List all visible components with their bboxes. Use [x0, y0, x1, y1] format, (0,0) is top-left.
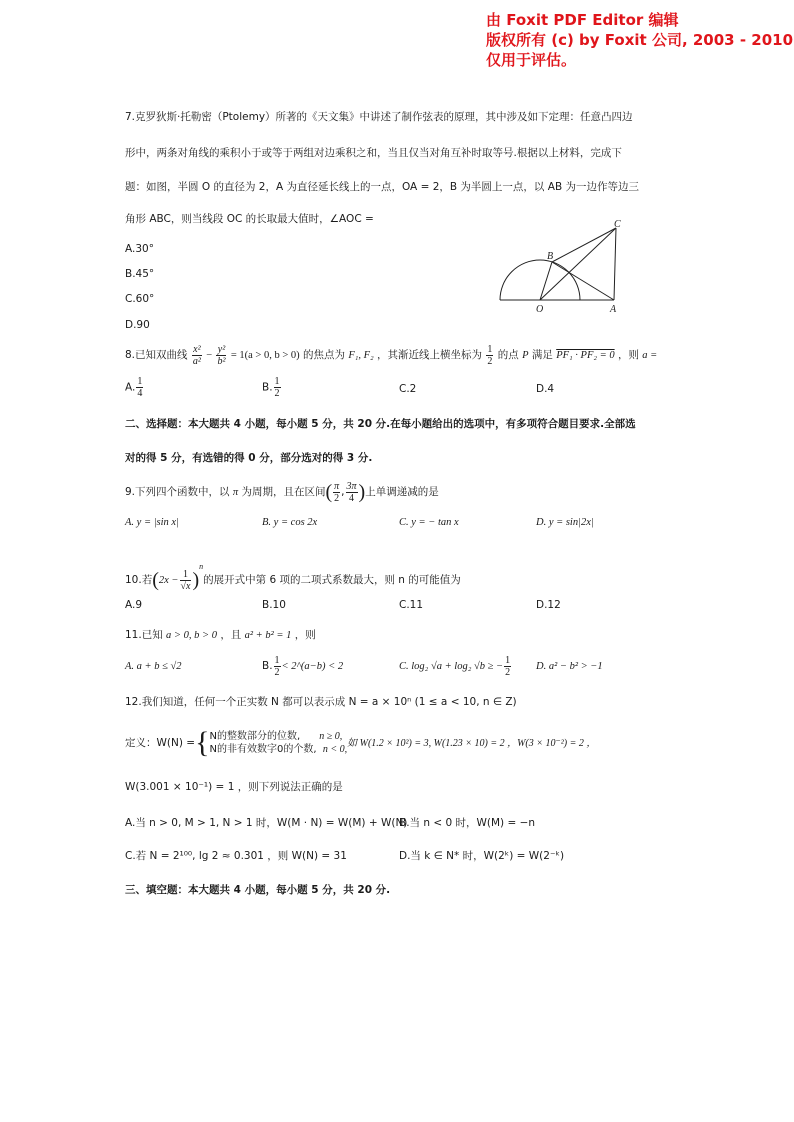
q8-option-b-label: B. — [262, 381, 273, 394]
label-c: C — [614, 219, 621, 230]
section2-line1: 二、选择题：本大题共 4 小题，每小题 5 分，共 20 分.在每小题给出的选项中，有多项符合题目要求.全部选 — [125, 418, 636, 430]
q11-mid: ，且 — [220, 629, 242, 641]
q11-option-b-rest: < 2^(a−b) < 2 — [281, 661, 344, 672]
q10-stem — [125, 553, 461, 595]
q12-case1 — [209, 730, 347, 743]
q8-frac-y-den: b² — [217, 355, 226, 367]
q12-def-label: 定义：W(N) = — [125, 737, 196, 749]
segment-ca — [614, 228, 616, 300]
q10-option-b: B.10 — [262, 599, 286, 611]
q8-half-num: 1 — [487, 343, 493, 355]
q7-option-a: A.30° — [125, 243, 154, 255]
q8-option-a-frac — [136, 376, 143, 399]
q10-option-a: A.9 — [125, 599, 143, 611]
q8-option-a-label: A. — [125, 381, 136, 394]
q8-mid1: 的焦点为 — [302, 349, 345, 361]
label-a: A — [610, 304, 617, 315]
q8-stem — [125, 343, 657, 368]
q12-case1-cond: n ≥ 0, — [319, 731, 343, 742]
q7-option-c: C.60° — [125, 293, 155, 305]
q9-suffix: 上单调递减的是 — [365, 486, 439, 498]
q10-option-d: D.12 — [536, 599, 561, 611]
q8-p: P — [522, 350, 529, 361]
q11-option-c-den: 2 — [505, 666, 511, 678]
q12-option-b: B.当 n < 0 时，W(M) = −n — [399, 817, 536, 829]
q11-suffix: ，则 — [294, 629, 316, 641]
q10-expr-a: 2x − — [158, 575, 179, 586]
q9-frac2-num: 3π — [346, 480, 357, 492]
q8-dot: PF₁ · PF₂ = 0 — [556, 350, 615, 361]
q8-option-b-num: 1 — [274, 376, 280, 387]
q8-frac-x-den: a² — [192, 355, 201, 367]
q9-frac2-den: 4 — [349, 492, 355, 504]
q9-option-b: B. y = cos 2x — [262, 517, 318, 528]
q11-option-a: A. a + b ≤ √2 — [125, 661, 182, 672]
q9-frac1 — [333, 481, 340, 504]
q11-option-c-num: 1 — [505, 654, 511, 666]
q8-option-d: D.4 — [536, 383, 555, 395]
q8-option-a-num: 1 — [137, 376, 143, 387]
q7-geometry-figure — [490, 216, 630, 316]
q12-examples: 如 W(1.2 × 10²) = 3, W(1.23 × 10) = 2 ，W(3 × 10⁻²) = 2 ， — [347, 738, 597, 749]
q10-prefix: 10.若 — [125, 574, 153, 586]
q11-stem — [125, 627, 316, 644]
q10-power: n — [199, 562, 204, 571]
q10-option-c: C.11 — [399, 599, 424, 611]
q8-option-c: C.2 — [399, 383, 417, 395]
q8-prefix: 8.已知双曲线 — [125, 349, 188, 361]
label-b: B — [547, 251, 554, 262]
q12-option-c: C.若 N = 2¹⁰⁰, lg 2 ≈ 0.301 ，则 W(N) = 31 — [125, 850, 347, 862]
q12-option-a: A.当 n > 0, M > 1, N > 1 时，W(M · N) = W(M) + W(N) — [125, 817, 408, 829]
q8-option-a — [125, 376, 144, 399]
q8-end: ，则 — [617, 349, 639, 361]
q11-option-c-text: C. log₂ √a + log₂ √b ≥ − — [399, 661, 504, 672]
q7-option-d: D.90 — [125, 319, 150, 331]
q12-cases — [209, 730, 347, 756]
q8-option-b — [262, 376, 282, 399]
watermark-line2: 版权所有 (c) by Foxit 公司, 2003 - 2010 — [486, 31, 794, 49]
q7-option-b: B.45° — [125, 268, 155, 280]
q9-mid: 为周期，且在区间 — [241, 486, 326, 498]
q7-line3: 题：如图，半圆 O 的直径为 2，A 为直径延长线上的一点，OA = 2，B 为半圆上一点，以 AB 为一边作等边三 — [125, 181, 639, 193]
q12-case2-text: N的非有效数字0的个数, — [209, 744, 317, 755]
q8-a-eq: a = — [642, 350, 658, 361]
label-o: O — [536, 304, 544, 315]
q9-option-d: D. y = sin|2x| — [536, 517, 594, 528]
q12-line3: W(3.001 × 10⁻¹) = 1 ，则下列说法正确的是 — [125, 781, 343, 793]
watermark-line1: 由 Foxit PDF Editor 编辑 — [486, 11, 679, 29]
q10-frac-den: √x — [180, 580, 191, 592]
q10-frac — [180, 569, 192, 592]
q12-option-d: D.当 k ∈ N* 时，W(2ᵏ) = W(2⁻ᵏ) — [399, 850, 565, 862]
q10-suffix: 的展开式中第 6 项的二项式系数最大，则 n 的可能值为 — [203, 574, 461, 586]
q8-option-a-den: 4 — [137, 388, 143, 399]
q11-option-b-num: 1 — [274, 654, 280, 666]
q9-frac2 — [346, 481, 358, 504]
q9-frac1-den: 2 — [334, 492, 340, 504]
q8-mid4: 满足 — [531, 349, 553, 361]
q8-foci: F₁, F₂ — [348, 350, 374, 361]
q8-frac-y — [216, 344, 226, 367]
watermark-line3: 仅用于评估。 — [486, 51, 577, 69]
q12-line1: 12.我们知道，任何一个正实数 N 都可以表示成 N = a × 10ⁿ (1 ≤ a < 10, n ∈ Z) — [125, 696, 517, 708]
q9-paren-right: ) — [358, 481, 366, 503]
q8-mid3: 的点 — [497, 349, 519, 361]
q11-prefix: 11.已知 — [125, 629, 163, 641]
q9-frac1-num: π — [334, 480, 340, 492]
q10-frac-num: 1 — [180, 569, 192, 581]
q12-case2 — [209, 743, 347, 756]
foxit-watermark — [486, 10, 793, 70]
q8-frac-half — [486, 344, 493, 367]
q8-frac-x-num: x² — [193, 343, 201, 355]
q11-option-c-frac — [504, 655, 511, 678]
q9-option-c: C. y = − tan x — [399, 517, 459, 528]
q9-paren-left: ( — [325, 481, 333, 503]
q10-paren-right: ) — [192, 569, 200, 591]
section2-line2: 对的得 5 分，有选错的得 0 分，部分选对的得 3 分. — [125, 452, 373, 464]
q9-pi: π — [232, 487, 239, 498]
q11-cond: a > 0, b > 0 — [166, 630, 217, 641]
semicircle — [500, 260, 580, 300]
q8-eq-rest: = 1(a > 0, b > 0) — [230, 350, 300, 361]
q8-half-den: 2 — [487, 355, 493, 367]
q7-line1: 7.克罗狄斯·托勒密（Ptolemy）所著的《天文集》中讲述了制作弦表的原理，其中涉及如下定理：任意凸四边 — [125, 111, 633, 123]
q9-option-a: A. y = |sin x| — [125, 517, 179, 528]
q12-case2-cond: n < 0, — [322, 744, 348, 755]
q11-option-b-label: B. — [262, 660, 273, 672]
q8-option-b-frac — [274, 376, 281, 399]
q12-definition — [125, 726, 596, 761]
segment-ba — [552, 262, 614, 300]
q11-option-b-den: 2 — [274, 666, 280, 678]
q7-line2: 形中，两条对角线的乘积小于或等于两组对边乘积之和，当且仅当对角互补时取等号.根据以上材料，完成下 — [125, 147, 622, 159]
q9-prefix: 9.下列四个函数中，以 — [125, 486, 230, 498]
section3-heading: 三、填空题：本大题共 4 小题，每小题 5 分，共 20 分. — [125, 884, 391, 896]
q11-option-d: D. a² − b² > −1 — [536, 661, 603, 672]
q8-minus: − — [206, 350, 213, 361]
q8-frac-y-num: y² — [217, 343, 226, 355]
q12-case1-text: N的整数部分的位数, — [209, 731, 301, 742]
q8-option-b-den: 2 — [274, 388, 280, 399]
q11-option-b — [262, 652, 343, 681]
q8-frac-x — [192, 344, 202, 367]
q8-mid2: ，其渐近线上横坐标为 — [377, 349, 483, 361]
segment-bc — [552, 228, 616, 262]
q7-line4: 角形 ABC，则当线段 OC 的长取最大值时，∠AOC = — [125, 213, 374, 225]
q9-stem: 9.下列四个函数中，以 π 为周期，且在区间( $\frac{\pi}{2}$ , $\frac{3\pi}{4}$ )上单调递减的是 — [125, 480, 439, 504]
q11-eq: a² + b² = 1 — [244, 630, 292, 641]
q11-option-c — [399, 652, 512, 681]
q10-paren-left: ( — [152, 569, 159, 591]
q12-brace: { — [195, 726, 210, 759]
q11-option-b-frac — [274, 655, 281, 678]
